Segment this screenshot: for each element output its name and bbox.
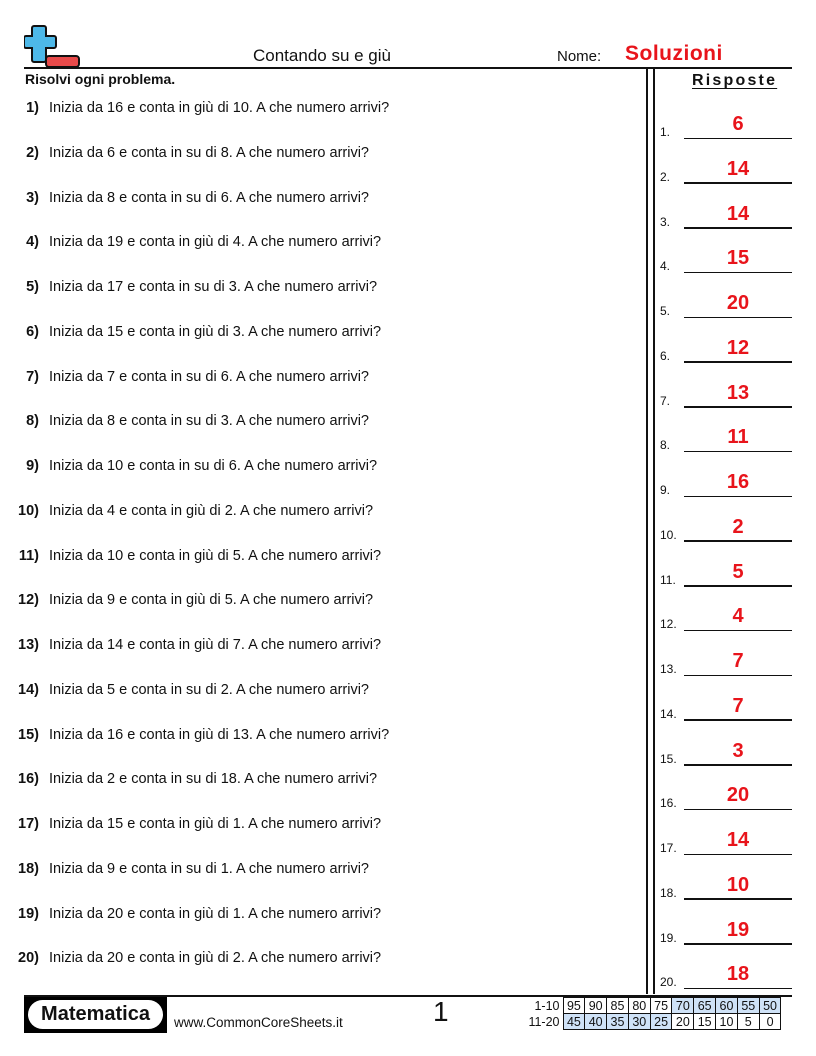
problem-text: Inizia da 15 e conta in giù di 3. A che numero arrivi?: [49, 323, 382, 340]
answer-row: [660, 333, 792, 363]
score-cell: 20: [672, 1014, 694, 1030]
problem-text: Inizia da 4 e conta in giù di 2. A che numero arrivi?: [49, 502, 374, 519]
answer-value[interactable]: 7: [732, 650, 744, 672]
answer-row: [660, 736, 792, 766]
answer-value[interactable]: 14: [726, 157, 750, 180]
problem-row: [0, 190, 369, 212]
problem-text: Inizia da 6 e conta in su di 8. A che numero arrivi?: [49, 144, 369, 161]
answer-value[interactable]: 16: [726, 471, 750, 493]
problem-number: 5): [26, 279, 39, 295]
answer-row: [660, 109, 792, 139]
page-number: 1: [433, 996, 449, 1027]
score-cell: 80: [628, 998, 650, 1014]
answer-row: [660, 199, 792, 229]
score-cell: 50: [759, 998, 781, 1014]
score-cell: 75: [650, 998, 672, 1014]
column-divider: [646, 68, 655, 994]
problem-row: [0, 234, 381, 256]
answer-row: [660, 780, 792, 810]
answer-row: [660, 601, 792, 631]
problem-text: Inizia da 10 e conta in su di 6. A che numero arrivi?: [49, 458, 378, 474]
score-cell: 45: [563, 1014, 585, 1030]
answer-line: [684, 540, 792, 542]
problem-number: 19): [18, 905, 39, 922]
answer-number: 9.: [660, 483, 671, 497]
answer-number: 12.: [660, 617, 677, 632]
problem-row: [0, 145, 369, 167]
answer-line: [684, 317, 792, 319]
problem-text: Inizia da 9 e conta in su di 1. A che numero arrivi?: [49, 860, 369, 877]
problem-number: 15): [18, 726, 39, 743]
problem-number: 14): [18, 681, 39, 698]
problem-text: Inizia da 16 e conta in giù di 13. A che numero arrivi?: [49, 726, 390, 743]
answer-row: [660, 959, 792, 989]
problem-text: Inizia da 2 e conta in su di 18. A che numero arrivi?: [49, 771, 378, 788]
answer-value[interactable]: 15: [726, 247, 750, 270]
answer-number: 14.: [660, 706, 677, 721]
answer-row: [660, 825, 792, 855]
answer-line: [684, 630, 792, 632]
answer-line: [684, 406, 792, 408]
answer-number: 7.: [660, 393, 671, 408]
problem-text: Inizia da 20 e conta in giù di 2. A che numero arrivi?: [49, 950, 382, 967]
problem-number: 4): [26, 234, 39, 251]
header-rule: [24, 67, 792, 69]
problem-number: 20): [18, 950, 39, 967]
answer-row: [660, 646, 792, 676]
answer-value[interactable]: 20: [726, 784, 750, 807]
answer-number: 2.: [660, 169, 671, 184]
score-table: [525, 997, 781, 1030]
answer-value[interactable]: 4: [732, 605, 744, 628]
answer-line: [684, 943, 792, 945]
problem-text: Inizia da 15 e conta in giù di 1. A che numero arrivi?: [49, 816, 382, 832]
answer-value[interactable]: 18: [726, 963, 750, 986]
answer-value[interactable]: 10: [726, 873, 750, 896]
answer-number: 3.: [660, 214, 671, 229]
answer-line: [684, 719, 792, 721]
answer-number: 10.: [660, 527, 677, 542]
answer-number: 6.: [660, 348, 671, 363]
problem-row: [0, 548, 381, 570]
answer-value[interactable]: 7: [732, 694, 744, 717]
score-cell: 70: [672, 998, 694, 1014]
answer-line: [684, 764, 792, 766]
answer-row: [660, 691, 792, 721]
problem-row: [0, 727, 389, 749]
answers-title: Risposte: [692, 72, 778, 89]
problem-row: [0, 771, 377, 793]
answer-row: [660, 557, 792, 587]
score-cell: 85: [607, 998, 629, 1014]
problem-row: [0, 592, 373, 614]
answer-line: [684, 854, 792, 856]
answer-row: [660, 288, 792, 318]
problem-number: 9): [26, 458, 39, 474]
problem-text: Inizia da 16 e conta in giù di 10. A che numero arrivi?: [49, 100, 390, 116]
answer-line: [684, 272, 792, 274]
answer-number: 15.: [660, 751, 677, 766]
problem-text: Inizia da 20 e conta in giù di 1. A che numero arrivi?: [49, 905, 382, 922]
answer-line: [684, 898, 792, 900]
score-row: [525, 998, 781, 1014]
problem-number: 10): [18, 502, 39, 519]
answer-number: 19.: [660, 930, 677, 945]
answer-number: 1.: [660, 125, 671, 139]
problem-row: [0, 906, 381, 928]
answer-row: [660, 870, 792, 900]
score-cell: 55: [737, 998, 759, 1014]
answer-value[interactable]: 2: [732, 515, 744, 538]
problem-number: 17): [18, 816, 39, 832]
name-label: Nome:: [557, 48, 602, 65]
answer-line: [684, 451, 792, 453]
problem-number: 16): [18, 771, 39, 788]
footer-brand: Matematica: [28, 1000, 163, 1029]
answer-value[interactable]: 12: [726, 336, 750, 359]
problem-text: Inizia da 7 e conta in su di 6. A che numero arrivi?: [49, 368, 369, 385]
score-cell: 35: [607, 1014, 629, 1030]
answer-row: [660, 422, 792, 452]
answer-line: [684, 496, 792, 498]
problem-row: [0, 816, 381, 838]
problem-row: [0, 861, 369, 883]
answer-value[interactable]: 14: [726, 202, 750, 225]
problem-row: [0, 682, 369, 704]
answer-value[interactable]: 20: [726, 292, 750, 314]
worksheet-title: Contando su e giù: [253, 46, 391, 65]
problem-number: 8): [26, 413, 39, 430]
answer-line: [684, 227, 792, 229]
answer-number: 11.: [660, 572, 676, 587]
score-cell: 40: [585, 1014, 607, 1030]
answer-number: 5.: [660, 304, 671, 318]
answer-number: 13.: [660, 662, 677, 676]
answer-value[interactable]: 11: [727, 426, 749, 449]
problem-row: [0, 458, 377, 480]
problem-row: [0, 950, 381, 972]
answer-number: 8.: [660, 438, 671, 453]
problem-number: 7): [26, 368, 39, 385]
name-value: Soluzioni: [625, 42, 723, 65]
score-cell: 30: [628, 1014, 650, 1030]
answer-line: [684, 988, 792, 990]
answer-line: [684, 675, 792, 677]
answer-row: [660, 378, 792, 408]
problem-text: Inizia da 10 e conta in giù di 5. A che numero arrivi?: [49, 547, 382, 564]
score-cell: 10: [716, 1014, 738, 1030]
score-cell: 95: [563, 998, 585, 1014]
answer-number: 18.: [660, 885, 677, 900]
answer-value[interactable]: 3: [732, 739, 744, 762]
footer-site-link[interactable]: www.CommonCoreSheets.it: [174, 1015, 343, 1030]
problem-number: 2): [26, 144, 39, 161]
answer-value[interactable]: 5: [732, 560, 744, 583]
answer-value[interactable]: 6: [732, 113, 744, 135]
instructions: Risolvi ogni problema.: [25, 71, 176, 87]
score-cell: 15: [694, 1014, 716, 1030]
problem-number: 12): [18, 592, 39, 609]
answer-number: 17.: [660, 841, 677, 855]
score-cell: 60: [716, 998, 738, 1014]
answer-number: 16.: [660, 796, 677, 811]
problem-row: [0, 637, 381, 659]
score-cell: 0: [759, 1014, 781, 1030]
answer-row: [660, 512, 792, 542]
score-row: [525, 1014, 781, 1030]
problem-number: 1): [26, 100, 39, 116]
problem-number: 13): [18, 637, 39, 653]
answer-line: [684, 809, 792, 811]
answer-value[interactable]: 14: [726, 829, 750, 851]
plus-minus-logo-icon: [24, 24, 80, 68]
problem-number: 3): [26, 189, 39, 206]
problem-text: Inizia da 14 e conta in giù di 7. A che numero arrivi?: [49, 637, 382, 653]
problem-text: Inizia da 17 e conta in su di 3. A che numero arrivi?: [49, 279, 378, 295]
problem-text: Inizia da 8 e conta in su di 6. A che numero arrivi?: [49, 189, 369, 206]
problem-text: Inizia da 19 e conta in giù di 4. A che numero arrivi?: [49, 234, 382, 251]
problem-text: Inizia da 5 e conta in su di 2. A che numero arrivi?: [49, 681, 369, 698]
problem-row: [0, 413, 369, 435]
score-row-label: 1-10: [534, 998, 560, 1013]
problem-number: 11): [18, 547, 39, 564]
answer-line: [684, 138, 792, 140]
answer-value[interactable]: 19: [726, 918, 750, 941]
answer-row: [660, 154, 792, 184]
score-cell: 25: [650, 1014, 672, 1030]
answer-line: [684, 585, 792, 587]
answer-line: [684, 182, 792, 184]
score-row-label: 11-20: [528, 1014, 560, 1029]
answer-line: [684, 361, 792, 363]
problem-number: 18): [18, 860, 39, 877]
answer-row: [660, 467, 792, 497]
answer-number: 4.: [660, 259, 671, 274]
problem-text: Inizia da 9 e conta in giù di 5. A che numero arrivi?: [49, 592, 374, 609]
answer-number: 20.: [660, 975, 677, 990]
problem-number: 6): [26, 323, 39, 340]
score-cell: 5: [737, 1014, 759, 1030]
problem-row: [0, 279, 377, 301]
problem-row: [0, 324, 381, 346]
answer-row: [660, 915, 792, 945]
problem-row: [0, 503, 373, 525]
answer-value[interactable]: 13: [726, 381, 750, 404]
score-cell: 90: [585, 998, 607, 1014]
problem-text: Inizia da 8 e conta in su di 3. A che numero arrivi?: [49, 413, 369, 430]
problem-row: [0, 369, 369, 391]
answer-row: [660, 243, 792, 273]
score-cell: 65: [694, 998, 716, 1014]
problem-row: [0, 100, 389, 122]
